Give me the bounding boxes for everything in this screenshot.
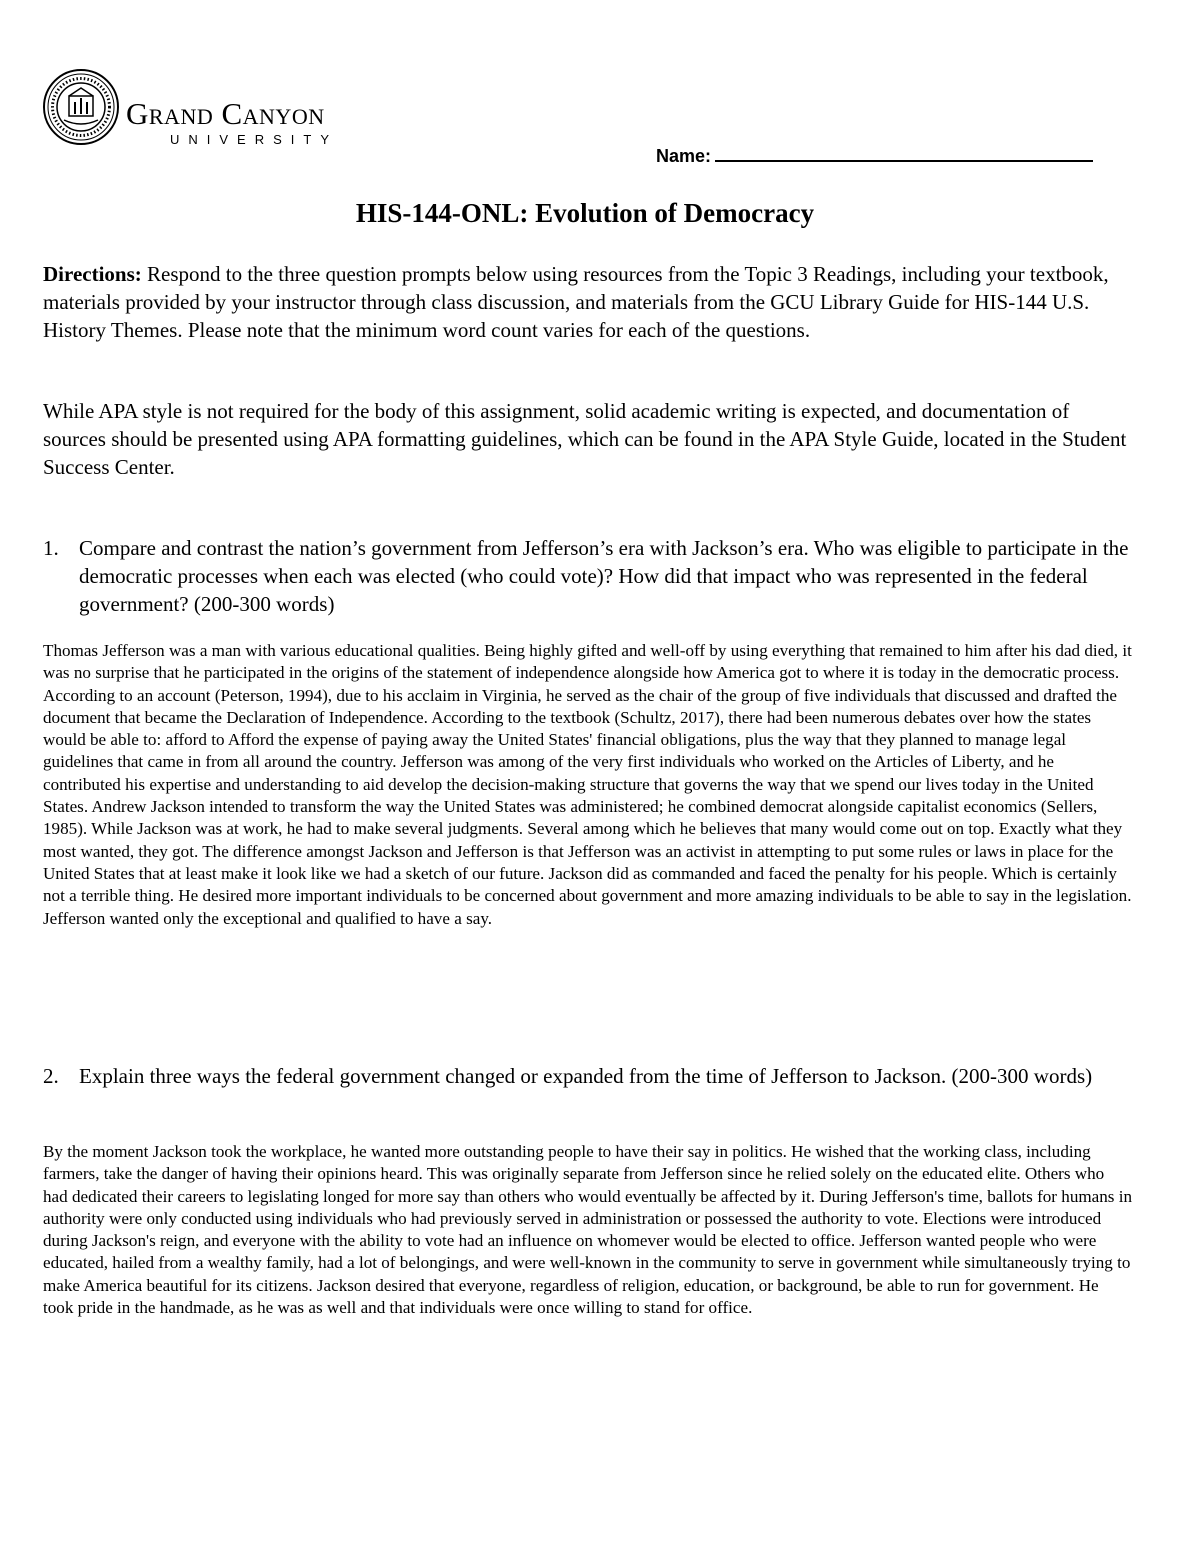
question-number: 1. <box>43 536 59 560</box>
university-name: Grand Canyon <box>126 96 325 131</box>
name-blank-line <box>715 146 1093 162</box>
directions-label: Directions: <box>43 262 142 286</box>
university-seal-icon <box>42 68 120 146</box>
university-subtitle: UNIVERSITY <box>170 132 339 147</box>
name-label: Name: <box>656 146 712 166</box>
document-title: HIS-144-ONL: Evolution of Democracy <box>355 198 815 228</box>
question-number: 2. <box>43 1064 59 1088</box>
directions-text: Respond to the three question prompts below using resources from the Topic 3 Readings, including your textbook, materials provided by your instructor through class discussion, and materials from the GCU Library Guide for HIS-144 U.S. History Themes. Please note that the minimum word count varies for each of the questions. <box>43 262 1109 342</box>
question-1 <box>43 534 1133 618</box>
name-field <box>656 146 1093 167</box>
question-2 <box>43 1062 1133 1090</box>
question-prompt: Compare and contrast the nation’s government from Jefferson’s era with Jackson’s era. Who was eligible to participate in the democratic processes when each was elected (who could vote)? How did that impact who was represented in the federal government? (200-300 words) <box>79 536 1129 616</box>
answer-2: By the moment Jackson took the workplace, he wanted more outstanding people to have their say in politics. He wished that the working class, including farmers, take the danger of having their opinions heard. This was originally separate from Jefferson since he relied solely on the educated elite. Others who had dedicated their careers to legislating longed for more say than others who would eventually be affected by it. During Jefferson's time, ballots for humans in authority were only conducted using individuals who had previously served in administration or possessed the authority to vote. Elections were introduced during Jackson's reign, and everyone with the ability to vote had an influence on whomever would be elected to office. Jefferson wanted people who were educated, hailed from a wealthy family, had a lot of belongings, and were well-known in the community to serve in government while simultaneously trying to make America beautiful for its citizens. Jackson desired that everyone, regardless of religion, education, or background, be able to run for government. He took pride in the handmade, as he was as well and that individuals were once willing to stand for office. <box>43 1142 1133 1318</box>
directions-paragraph <box>43 260 1133 344</box>
apa-note: While APA style is not required for the body of this assignment, solid academic writing is expected, and documentation of sources should be presented using APA formatting guidelines, which can be found in the APA Style Guide, located in the Student Success Center. <box>43 399 1127 479</box>
answer-1: Thomas Jefferson was a man with various educational qualities. Being highly gifted and well-off by using everything that remained to him after his dad died, it was no surprise that he participated in the origins of the statement of independence alongside how America got to where it is today in the democratic process. According to an account (Peterson, 1994), due to his acclaim in Virginia, he served as the chair of the group of five individuals that discussed and drafted the document that became the Declaration of Independence. According to the textbook (Schultz, 2017), there had been numerous debates over how the states would be able to: afford to Afford the expense of paying away the United States' financial obligations, plus the way that they planned to manage legal guidelines that came in from all around the country. Jefferson was among of the very first individuals who worked on the Articles of Liberty, and he contributed his expertise and understanding to aid develop the decision-making structure that governs the way that we spend our lives today in the United States. Andrew Jackson intended to transform the way the United States was administered; he combined democrat alongside capitalist economics (Sellers, 1985). While Jackson was at work, he had to make several judgments. Several among which he believes that many would come out on top. Exactly what they most wanted, they got. The difference amongst Jackson and Jefferson is that Jefferson was an activist in attempting to put some rules or laws in place for the United States that at least make it look like we had a sketch of our future. Jackson did as commanded and faced the penalty for his people. Which is certainly not a terrible thing. He desired more important individuals to be concerned about government and more amazing individuals to be able to say in the legislation. Jefferson wanted only the exceptional and qualified to have a say. <box>43 641 1132 928</box>
question-prompt: Explain three ways the federal government changed or expanded from the time of Jefferson to Jackson. (200-300 words) <box>79 1064 1093 1088</box>
university-logo <box>42 68 382 158</box>
